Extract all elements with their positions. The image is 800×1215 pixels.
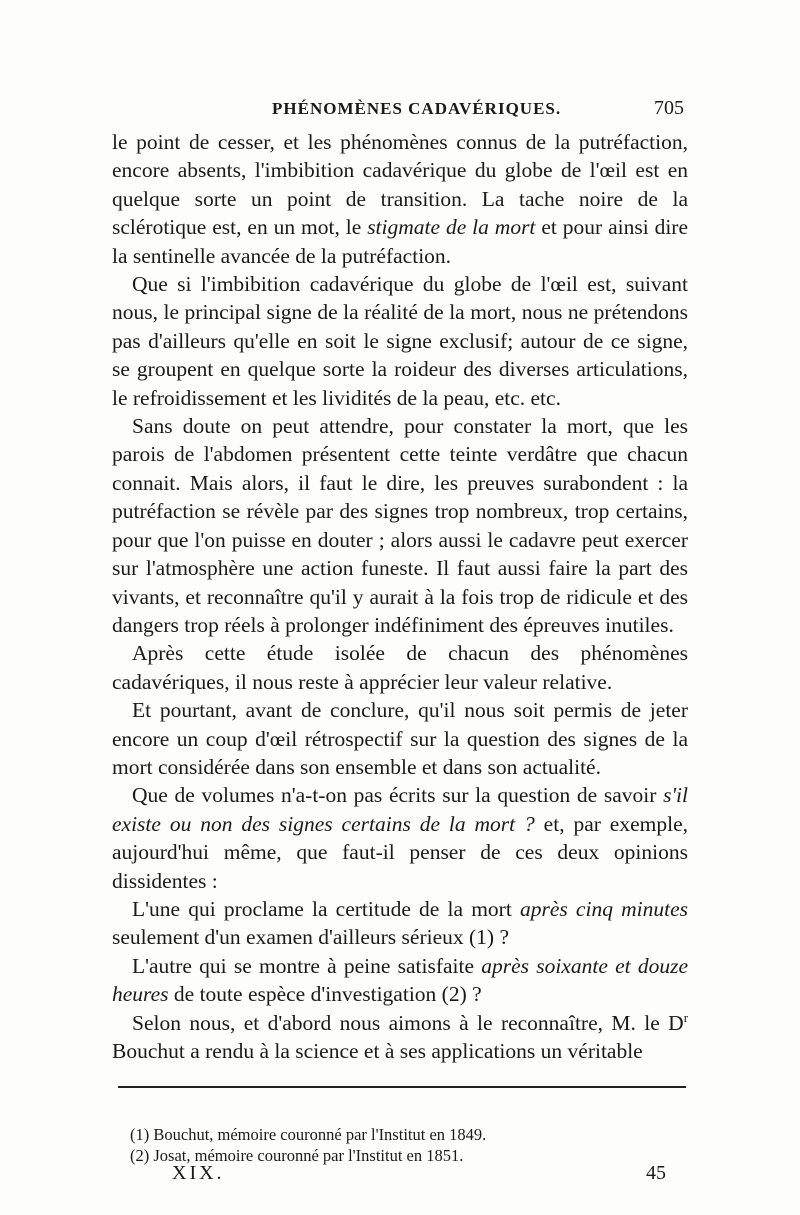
paragraph-7: L'une qui proclame la certitude de la mort après cinq minutes seulement d'un examen d'ailleurs sérieux (1) ? [112,896,688,950]
paragraph-4: Après cette étude isolée de chacun des phénomènes cadavériques, il nous reste à apprécier leur valeur relative. [112,641,688,694]
paragraph-8: L'autre qui se montre à peine satisfaite après soixante et douze heures de toute espèce d'investigation (2) ? [112,953,688,1007]
paragraph-9: Selon nous, et d'abord nous aimons à le reconnaître, M. le $D^r$ Bouchut a rendu à la science et à ses applications un véritable [112,1010,688,1063]
volume-mark: XIX. [172,1162,225,1184]
footnote-rule [118,1086,686,1088]
paragraph-2: Que si l'imbibition cadavérique du globe de l'œil est, suivant nous, le principal signe de la réalité de la mort, nous ne prétendons pas d'ailleurs qu'elle en soit le signe exclusif; autour de ce signe, se groupent en quelque sorte la roideur des diverses articulations, le refroidissement et les lividités de la peau, etc. etc. [112,272,688,410]
sheet-number: 45 [646,1162,666,1184]
emphasis-stigmate: stigmate de la mort [367,215,536,240]
running-title: PHÉNOMÈNES CADAVÉRIQUES. [272,99,562,118]
paragraph-1: le point de cesser, et les phénomènes connus de la putréfaction, encore absents, l'imbibition cadavérique du globe de l'œil est en quelque sorte un point de transition. La tache noire de la sclérotique est, en un mot, le stigmate de la mort et pour ainsi dire la sentinelle avancée de la putréfaction. [112,130,689,268]
superscript-r: r [683,1010,688,1025]
paragraph-6: Que de volumes n'a-t-on pas écrits sur la question de savoir s'il existe ou non des signes certains de la mort ? et, par exemple, aujourd'hui même, que faut-il penser de ces deux opinions dissidentes : [112,783,689,893]
page-number: 705 [654,97,684,119]
paragraph-5: Et pourtant, avant de conclure, qu'il nous soit permis de jeter encore un coup d'œil rétrospectif sur la question des signes de la mort considérée dans son ensemble et dans son actualité. [112,698,688,779]
emphasis-cinq-minutes: après cinq minutes [519,896,688,921]
paragraph-3: Sans doute on peut attendre, pour constater la mort, que les parois de l'abdomen présentent cette teinte verdâtre que chacun connait. Mais alors, il faut le dire, les preuves surabondent : la putréfaction se révèle par des signes trop nombreux, trop certains, pour que l'on puisse en douter ; alors aussi le cadavre peut exercer sur l'atmosphère une action funeste. Il faut aussi faire la part des vivants, et reconnaître qu'il y aurait à la fois trop de ridicule et des dangers trop réels à prolonger indéfiniment des épreuves inutiles. [112,414,688,637]
body-text [112,128,688,1065]
printer-signature [112,1162,688,1188]
emphasis-soixante-douze-heures: après soixante et douze heures [112,953,688,1007]
page-header [112,95,688,125]
emphasis-question: s'il existe ou non des signes certains de la mort ? [112,783,689,836]
footnote-1: (1) Bouchut, mémoire couronné par l'Institut en 1849. [130,1125,487,1144]
footnote-2: (2) Josat, mémoire couronné par l'Institut en 1851. [130,1146,464,1165]
footnotes [130,1124,690,1166]
